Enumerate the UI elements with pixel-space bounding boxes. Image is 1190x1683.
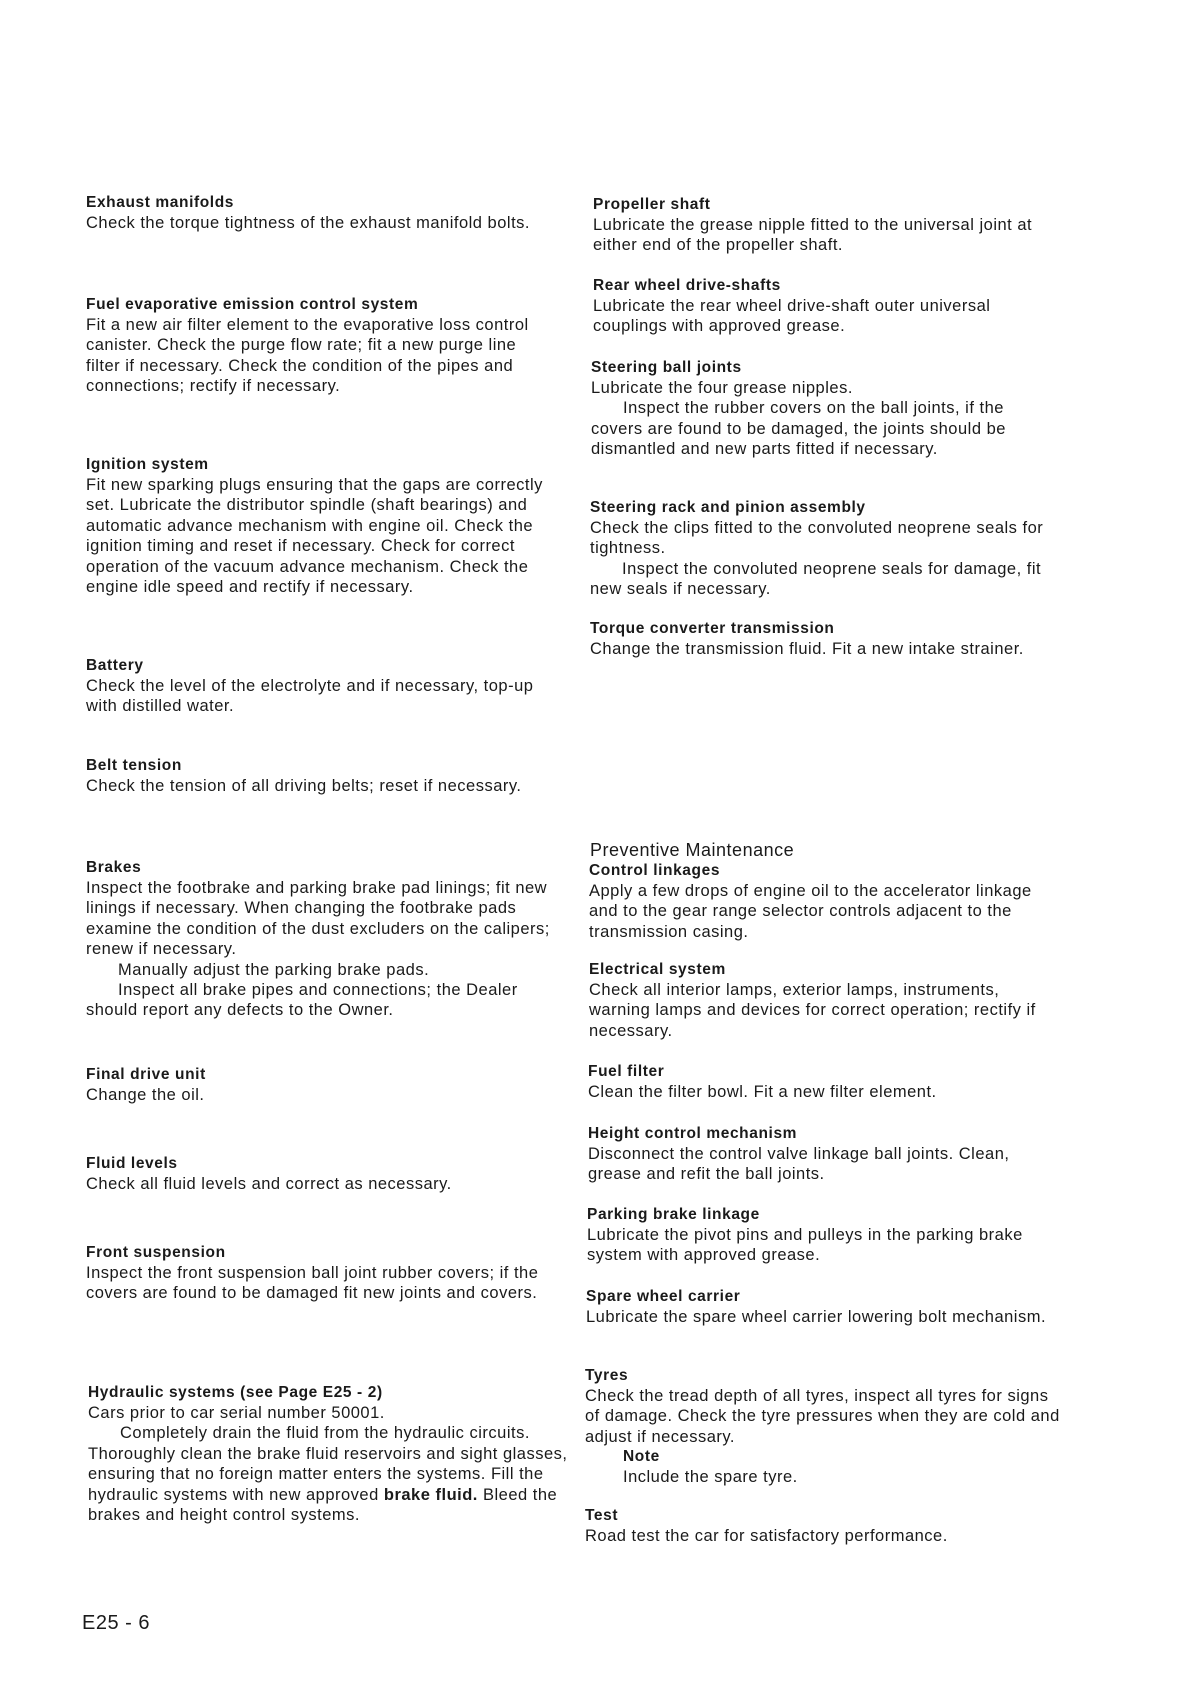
- section-title: Final drive unit: [86, 1066, 206, 1083]
- page-number: E25 - 6: [82, 1612, 150, 1634]
- section-text: Road test the car for satisfactory performance.: [585, 1527, 948, 1545]
- section-title: Fuel filter: [588, 1063, 665, 1080]
- section-brakes: [86, 858, 551, 1021]
- section-propeller-shaft: [593, 195, 1053, 256]
- section-rear-wheel-drive-shafts: [593, 276, 1063, 337]
- note-label: Note: [623, 1448, 660, 1466]
- section-title: Fluid levels: [86, 1155, 178, 1172]
- section-title: Front suspension: [86, 1244, 226, 1261]
- section-fluid-levels: [86, 1154, 546, 1194]
- section-text: Check the tread depth of all tyres, inspect all tyres for signs of damage. Check the tyre pressures when they are cold and adjust if necessary.: [585, 1387, 1060, 1446]
- section-text: Check the tension of all driving belts; reset if necessary.: [86, 777, 522, 795]
- section-title: Belt tension: [86, 757, 182, 774]
- section-title: Rear wheel drive-shafts: [593, 277, 781, 294]
- section-text: Check the torque tightness of the exhaust manifold bolts.: [86, 214, 530, 232]
- note-block: [585, 1447, 1060, 1487]
- section-text: Lubricate the grease nipple fitted to the universal joint at either end of the propeller shaft.: [593, 216, 1033, 255]
- section-exhaust-manifolds: [86, 193, 546, 233]
- section-text: Apply a few drops of engine oil to the accelerator linkage and to the gear range selector controls adjacent to the transmission casing.: [589, 882, 1032, 941]
- section-text-2: Inspect the rubber covers on the ball joints, if the covers are found to be damaged, the joints should be dismantled and new parts fitted if necessary.: [591, 399, 1006, 459]
- text-part: Completely drain the fluid from the hydraulic circuits. Thoroughly clean the brake fluid reservoirs and sight glasses, ensuring that no foreign matter enters the systems. Fill the hydraulic systems with new approved: [88, 1424, 568, 1504]
- section-text-2: Manually adjust the parking brake pads.: [118, 960, 430, 979]
- section-title: Parking brake linkage: [587, 1206, 760, 1223]
- section-front-suspension: [86, 1243, 561, 1304]
- text-bold-part: brake fluid.: [383, 1485, 478, 1504]
- section-text-3: Inspect all brake pipes and connections; the Dealer should report any defects to the Owner.: [86, 981, 518, 1020]
- section-text: Cars prior to car serial number 50001.: [88, 1404, 385, 1422]
- section-title: Control linkages: [589, 862, 721, 879]
- section-height-control: [588, 1124, 1058, 1185]
- section-text: Lubricate the spare wheel carrier lowering bolt mechanism.: [586, 1308, 1047, 1326]
- section-title: Torque converter transmission: [590, 620, 835, 637]
- section-text: Lubricate the four grease nipples.: [591, 379, 853, 397]
- section-title: Test: [585, 1507, 619, 1524]
- section-final-drive: [86, 1065, 546, 1105]
- section-text: Lubricate the pivot pins and pulleys in the parking brake system with approved grease.: [587, 1226, 1023, 1265]
- section-parking-brake-linkage: [587, 1205, 1062, 1266]
- section-text: Lubricate the rear wheel drive-shaft outer universal couplings with approved grease.: [593, 297, 991, 336]
- section-text: Check the clips fitted to the convoluted neoprene seals for tightness.: [590, 519, 1044, 558]
- section-belt-tension: [86, 756, 546, 796]
- section-electrical-system: [589, 960, 1064, 1041]
- section-text: Disconnect the control valve linkage ball joints. Clean, grease and refit the ball joints.: [588, 1145, 1010, 1184]
- section-title: Propeller shaft: [593, 196, 711, 213]
- section-spare-wheel-carrier: [586, 1287, 1056, 1327]
- section-title: Hydraulic systems (see Page E25 - 2): [88, 1384, 383, 1401]
- section-ignition-system: [86, 455, 546, 597]
- section-torque-converter: [590, 619, 1050, 659]
- text-part: Bleed the brakes and height control systems.: [88, 1485, 558, 1525]
- section-test: [585, 1506, 1055, 1546]
- section-control-linkages: [589, 861, 1054, 942]
- section-hydraulic-systems: [88, 1383, 568, 1525]
- section-steering-ball-joints: [591, 358, 1056, 460]
- section-text: Fit new sparking plugs ensuring that the gaps are correctly set. Lubricate the distributor spindle (shaft bearings) and automatic advance mechanism with engine oil. Check the ignition timing and reset if necessary. Check for correct operation of the vacuum advance mechanism. Check the engine idle speed and rectify if necessary.: [86, 476, 543, 597]
- section-title: Steering ball joints: [591, 359, 742, 376]
- section-text: Clean the filter bowl. Fit a new filter element.: [588, 1083, 937, 1101]
- section-title: Steering rack and pinion assembly: [590, 499, 866, 516]
- section-title: Height control mechanism: [588, 1125, 798, 1142]
- section-text-2: Inspect the convoluted neoprene seals for damage, fit new seals if necessary.: [590, 559, 1042, 599]
- section-fuel-evaporative: [86, 295, 546, 397]
- preventive-maintenance-heading: [590, 839, 1050, 861]
- section-text: Check all interior lamps, exterior lamps, instruments, warning lamps and devices for correct operation; rectify if necessary.: [589, 981, 1036, 1040]
- section-text: Check the level of the electrolyte and if necessary, top-up with distilled water.: [86, 677, 534, 716]
- section-title: Fuel evaporative emission control system: [86, 296, 419, 313]
- section-text: Change the oil.: [86, 1086, 205, 1104]
- section-title: Spare wheel carrier: [586, 1288, 741, 1305]
- section-title: Tyres: [585, 1367, 629, 1384]
- note-text: Include the spare tyre.: [623, 1468, 798, 1487]
- section-title: Electrical system: [589, 961, 726, 978]
- heading-text: Preventive Maintenance: [590, 840, 795, 860]
- section-text: Fit a new air filter element to the evaporative loss control canister. Check the purge flow rate; fit a new purge line filter if necessary. Check the condition of the pipes and connections; rectify if necessary.: [86, 316, 529, 396]
- section-title: Exhaust manifolds: [86, 194, 235, 211]
- section-title: Battery: [86, 657, 144, 674]
- section-battery: [86, 656, 546, 717]
- section-tyres: [585, 1366, 1060, 1488]
- section-text: Change the transmission fluid. Fit a new intake strainer.: [590, 640, 1024, 658]
- section-text-2: [88, 1423, 568, 1525]
- section-title: Brakes: [86, 859, 142, 876]
- section-fuel-filter: [588, 1062, 1058, 1102]
- section-text: Check all fluid levels and correct as necessary.: [86, 1175, 452, 1193]
- section-title: Ignition system: [86, 456, 209, 473]
- section-steering-rack: [590, 498, 1055, 600]
- section-text: Inspect the front suspension ball joint rubber covers; if the covers are found to be damaged fit new joints and covers.: [86, 1264, 539, 1303]
- section-text: Inspect the footbrake and parking brake pad linings; fit new linings if necessary. When changing the footbrake pads examine the condition of the dust excluders on the calipers; renew if necessary.: [86, 879, 550, 959]
